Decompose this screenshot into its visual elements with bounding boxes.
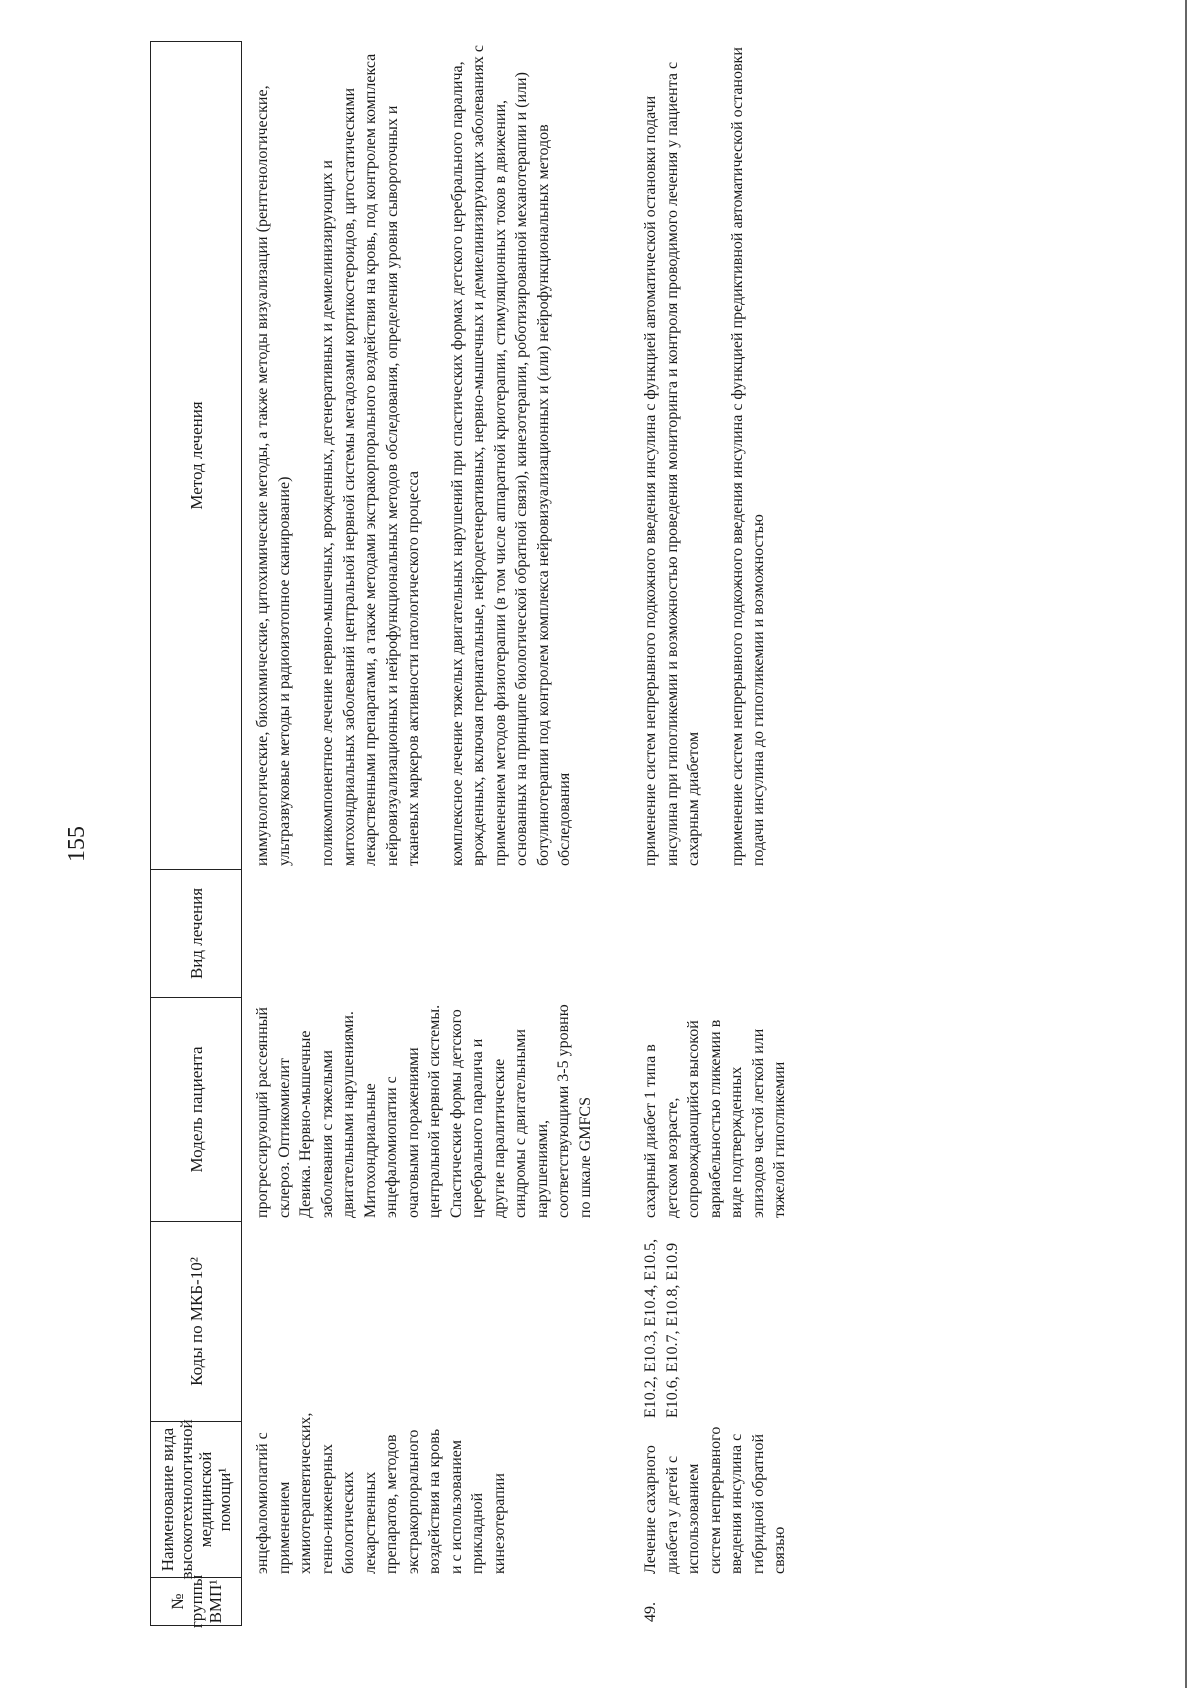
table-header bbox=[150, 41, 242, 1629]
row-treatment-methods bbox=[252, 41, 576, 870]
row-icd-codes: E10.2, E10.3, E10.4, E10.5, E10.6, E10.7, E10.8, E10.9 bbox=[642, 1238, 681, 1418]
page-edge-divider bbox=[1185, 0, 1187, 1688]
row-care-type-name: энцефаломиопатий с применением химиотерапевтических, генно-инженерных биологических лекарственных препаратов, методов экстракорпорального воздействия на кровь и с использованием прикладной кинезотерапии bbox=[254, 1412, 508, 1574]
header-treatment-method: Метод лечения bbox=[186, 401, 206, 510]
table-row bbox=[252, 41, 596, 1626]
treatment-method-paragraph: комплексное лечение тяжелых двигательных нарушений при спастических формах детского церебрального паралича, врожденных, включая перинатальные, нейродегенеративных, нервно-мышечных и демиелинизирующих заболеваниях с применением методов физиотерапии (в том числе аппаратной криотерапии, стимуляционных токов в движении, основанных на принципе биологической обратной связи), кинезотерапии, роботизированной механотерапии и (или) ботулинотерапии под контролем комплекса нейровизуализационных и (или) нейрофункциональных методов обследования bbox=[448, 45, 573, 866]
header-icd-codes: Коды по МКБ-10² bbox=[151, 1221, 241, 1421]
header-treatment-kind: Вид лечения bbox=[151, 869, 241, 997]
table-row bbox=[640, 41, 791, 1626]
table-body bbox=[252, 41, 791, 1626]
treatment-method-paragraph: применение систем непрерывного подкожного введения инсулина с функцией предиктивной автоматической остановки подачи инсулина до гипогликемии и возможностью bbox=[728, 47, 767, 866]
row-patient-model: прогрессирующий рассеянный склероз. Оптикомиелит Девика. Нервно-мышечные заболевания с тяжелыми двигательными нарушениями. Митохондриальные энцефаломиопатии с очаговыми поражениями центральной нервной системы. Спастические формы детского церебрального паралича и другие паралитические синдромы с двигательными нарушениями, соответствующими 3-5 уровню по шкале GMFCS bbox=[254, 1004, 594, 1218]
treatment-method-paragraph: иммунологические, биохимические, цитохимические методы, а также методы визуализации (рентгенологические, ультразвуковые методы и радиоизотопное сканирование) bbox=[254, 85, 293, 866]
row-patient-model: сахарный диабет 1 типа в детском возрасте, сопровождающийся высокой вариабельностью гликемии в виде подтвержденных эпизодов частой легкой или тяжелой гипогликемии bbox=[642, 1019, 788, 1218]
page-number: 155 bbox=[64, 826, 90, 862]
header-care-type-name: Наименование вида высокотехнологичной медицинской помощи¹ bbox=[151, 1421, 241, 1577]
header-patient-model: Модель пациента bbox=[151, 997, 241, 1221]
treatment-method-paragraph: применение систем непрерывного подкожного введения инсулина с функцией автоматической остановки подачи инсулина при гипогликемии и возможностью проведения мониторинга и контроля проводимого лечения у пациента с сахарным диабетом bbox=[642, 61, 702, 866]
row-care-type-name: Лечение сахарного диабета у детей с использованием систем непрерывного введения инсулина с гибридной обратной связью bbox=[642, 1426, 788, 1574]
header-group-number: № группы ВМП¹ bbox=[151, 1577, 241, 1625]
treatment-method-paragraph: поликомпонентное лечение нервно-мышечных, врожденных, дегенеративных и демиелинизирующих и митохондриальных заболеваний центральной нервной системы мегадозами кортикостероидов, цитостатическими лекарственными препаратами, а также методами экстракорпорального воздействия на кровь, под контролем комплекса нейровизуализационных и нейрофункциональных методов обследования, определения уровня сывороточных и тканевых маркеров активности патологического процесса bbox=[319, 53, 422, 866]
row-treatment-methods bbox=[640, 41, 770, 870]
row-group-number: 49. bbox=[642, 1602, 659, 1622]
